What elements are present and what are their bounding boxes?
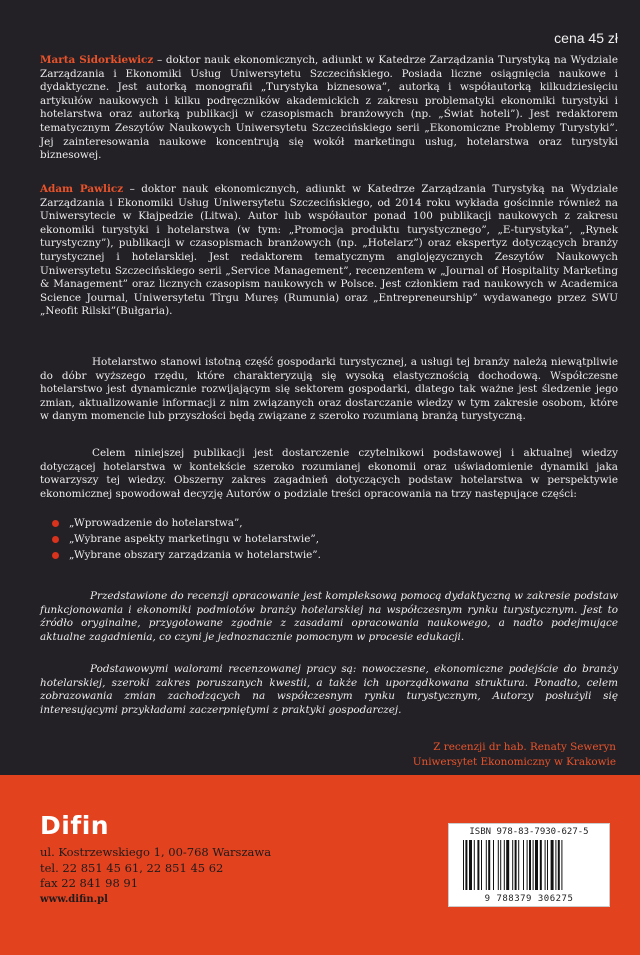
barcode-bar: [555, 840, 556, 890]
author-bio-1-text: – doktor nauk ekonomicznych, adiunkt w Katedrze Zarządzania Turystyką na Wydziale Zarządzania i Ekonomiki Usług Uniwersytetu Szczecińskiego. Posiada liczne osiągnięcia naukowe i dydaktyczne. Jest autorką monografii „Turystyka biznesowa”, autorką i współautorką kilkudziesięciu artykułów naukowych i kilku podręczników akademickich z zakresu problematyki ekonomiki turystyki i hotelarstwa oraz autorką publikacji w czasopismach branżowych (np. „Świat hoteli”). Jest redaktorem tematycznym Zeszytów Naukowych Uniwersytetu Szczecińskiego serii „Ekonomiczne Problemy Turystyki”. Jej zainteresowania naukowe koncentrują się wokół marketingu usług, hotelarstwa oraz turystyki biznesowej.: [40, 54, 618, 162]
barcode-bar: [488, 840, 490, 890]
barcode-bar: [527, 840, 528, 890]
barcode-bar: [493, 840, 494, 890]
review-paragraph-2: Podstawowymi walorami recenzowanej pracy są: nowoczesne, ekonomiczne podejście do branży hotelarskiej, szeroki zakres poruszanych kwestii, a także ich uporządkowana struktura. Ponadto, celem zobrazowania zmian zachodzących na współczesnym rynku turystycznym, Autorzy posłużyli się interesującymi przykładami zaczerpniętymi z praktyki gospodarczej.: [40, 663, 618, 716]
barcode-bar: [545, 840, 546, 890]
bullet-icon: [52, 520, 59, 527]
barcode-bar: [504, 840, 505, 890]
barcode-bar: [535, 840, 538, 890]
review-source: [413, 740, 616, 770]
author-bio-2: [40, 183, 618, 319]
barcode-bar: [512, 840, 513, 890]
publisher-website-link[interactable]: www.difin.pl: [40, 893, 108, 905]
author-bio-2-text: – doktor nauk ekonomicznych, adiunkt w Katedrze Zarządzania Turystyką na Wydziale Zarządzania i Ekonomiki Usług Uniwersytetu Szczecińskiego, od 2014 roku wykłada gościnnie również na Uniwersytecie w Kłajpedzie (Litwa). Autor lub współautor ponad 100 publikacji naukowych z zakresu ekonomiki turystyki i hotelarstwa (w tym: „Promocja produktu turystycznego”, „E-turystyka”, „Rynek turystyczny”), publikacji w czasopismach branżowych (np. „Hotelarz”) oraz ekspertyz dotyczących branży turystycznej i hotelarskiej. Jest redaktorem tematycznym anglojęzycznych Zeszytów Naukowych Uniwersytetu Szczecińskiego serii „Service Management”, recenzentem w „Journal of Hospitality Marketing & Management” oraz licznych czasopism naukowych w Polsce. Jest członkiem rad naukowych w Academica Science Journal, Uniwersytetu Tîrgu Mureș (Rumunia) oraz „Entrepreneurship” wydawanego przez SWU „Neofit Rilski”(Bułgaria).: [40, 183, 618, 318]
list-item: „Wybrane obszary zarządzania w hotelarstwie”.: [52, 547, 321, 563]
parts-list: [52, 515, 321, 564]
barcode-bar: [561, 840, 562, 890]
barcode-bar: [481, 840, 482, 890]
barcode-bar: [518, 840, 519, 890]
review-paragraph-1: Przedstawione do recenzji opracowanie jest kompleksową pomocą dydaktyczną w zakresie podstaw funkcjonowania i ekonomiki podmiotów branży hotelarskiej na współczesnym rynku turystycznym. Jest to źródło oryginalne, przygotowane zgodnie z zasadami opracowania naukowego, a nadto podejmujące aktualne zagadnienia, co czyni je jednoznacznie pomocnym w procesie edukacji.: [40, 590, 618, 643]
barcode-bar: [533, 840, 534, 890]
barcode-bar: [540, 840, 542, 890]
barcode-bar: [498, 840, 499, 890]
bullet-icon: [52, 536, 59, 543]
barcode-bar: [523, 840, 524, 890]
barcode-bar: [465, 840, 467, 890]
author-bio-1: [40, 54, 618, 163]
author-name-2: Adam Pawlicz: [40, 183, 124, 195]
barcode-bar: [486, 840, 487, 890]
barcode: [448, 823, 610, 907]
bullet-icon: [52, 552, 59, 559]
barcode-bar: [477, 840, 479, 890]
publisher-phone: tel. 22 851 45 61, 22 851 45 62: [40, 860, 224, 875]
review-source-author: Z recenzji dr hab. Renaty Seweryn: [433, 741, 616, 753]
publisher-contact: [40, 845, 271, 907]
barcode-bar: [558, 840, 560, 890]
barcode-bar: [547, 840, 548, 890]
publisher-logo: Difin: [40, 811, 110, 840]
barcode-bar: [529, 840, 531, 890]
author-name-1: Marta Sidorkiewicz: [40, 54, 154, 66]
isbn-label: ISBN 978-83-7930-627-5: [469, 827, 589, 837]
description-paragraph-1: Hotelarstwo stanowi istotną część gospodarki turystycznej, a usługi tej branży należą niewątpliwie do dóbr wyższego rzędu, które charakteryzują się wysoką elastycznością dochodową. Współczesne hotelarstwo jest dynamicznie rozwijającym się sektorem gospodarki, dlatego tak ważne jest śledzenie jego zmian, aktualizowanie informacji z nim związanych oraz dostarczanie wiedzy w tym zakresie osobom, które w danym momencie lub przyszłości będą związane z szeroko rozumianą branżą turystyczną.: [40, 356, 618, 423]
barcode-bar: [463, 840, 464, 890]
publisher-fax: fax 22 841 98 91: [40, 876, 139, 891]
review-source-institution: Uniwersytet Ekonomiczny w Krakowie: [412, 756, 616, 768]
barcode-bar: [500, 840, 501, 890]
barcode-bar: [551, 840, 554, 890]
barcode-bar: [469, 840, 472, 890]
barcode-bar: [474, 840, 475, 890]
ean-number: 9 788379 306275: [484, 894, 574, 904]
list-item: „Wprowadzenie do hotelarstwa”,: [52, 515, 321, 531]
barcode-bar: [515, 840, 517, 890]
description-paragraph-2: Celem niniejszej publikacji jest dostarczenie czytelnikowi podstawowej i aktualnej wiedzy dotyczącej hotelarstwa w kontekście szeroko rozumianej ekonomii oraz uświadomienie dynamiki jaka towarzyszy tej wiedzy. Obszerny zakres zagadnień dotyczących podstaw hotelarstwa w perspektywie ekonomicznej spowodował decyzję Autorów o podziale treści opracowania na trzy następujące części:: [40, 447, 618, 500]
barcode-bars: [463, 840, 599, 890]
publisher-address: ul. Kostrzewskiego 1, 00-768 Warszawa: [40, 845, 272, 859]
list-item: „Wybrane aspekty marketingu w hotelarstwie”,: [52, 531, 321, 547]
price-label: cena 45 zł: [554, 30, 618, 46]
barcode-bar: [506, 840, 509, 890]
